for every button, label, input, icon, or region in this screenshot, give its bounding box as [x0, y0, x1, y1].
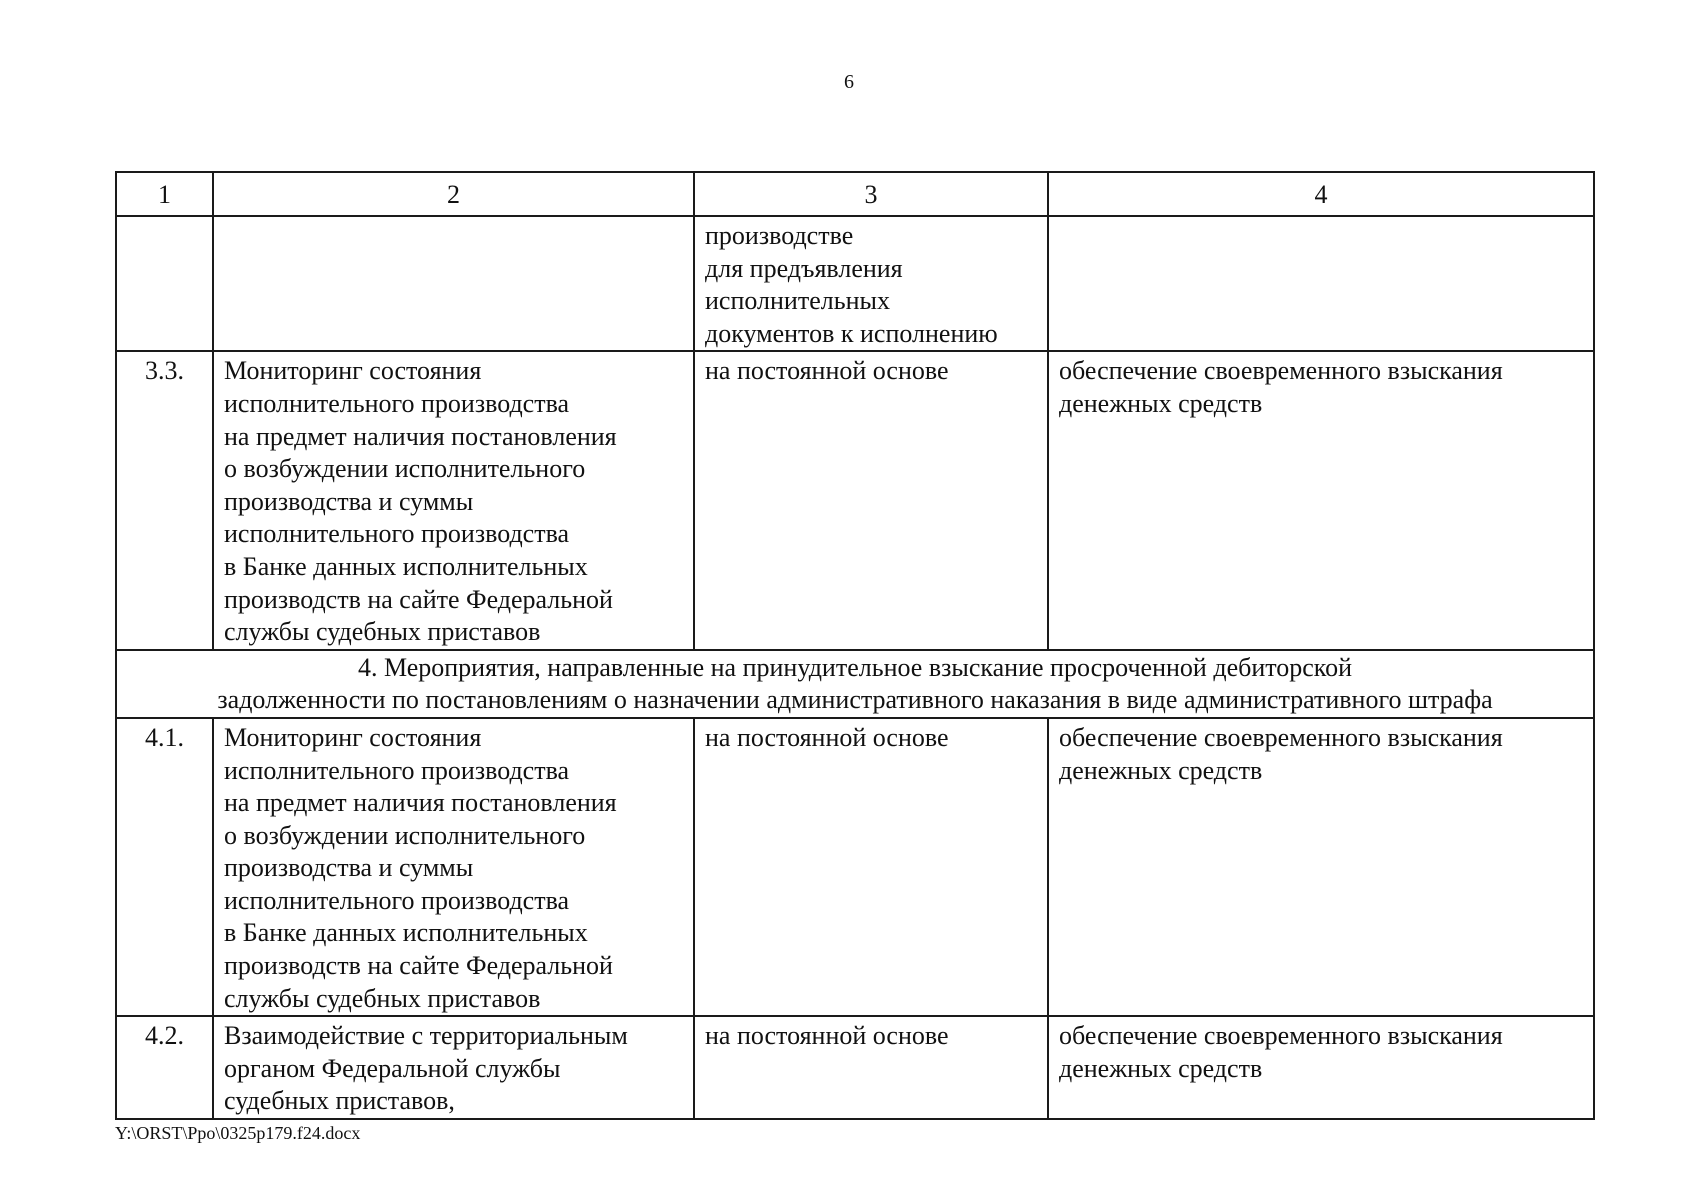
table-header-row	[116, 172, 1594, 216]
result-cell: обеспечение своевременного взыскания денежных средств	[1048, 351, 1594, 649]
table-row-3-3	[116, 351, 1594, 649]
result-cell: обеспечение своевременного взыскания денежных средств	[1048, 718, 1594, 1016]
column-header-3: 3	[694, 172, 1048, 216]
term-cell: на постоянной основе	[694, 718, 1048, 1016]
column-header-1: 1	[116, 172, 213, 216]
row-number: 4.1.	[116, 718, 213, 1016]
row-number: 3.3.	[116, 351, 213, 649]
section-4-title: 4. Мероприятия, направленные на принудительное взыскание просроченной дебиторской задолженности по постановлениям о назначении административного наказания в виде административного штрафа	[116, 650, 1594, 718]
column-header-2: 2	[213, 172, 694, 216]
activity-cell: Мониторинг состояния исполнительного производства на предмет наличия постановления о возбуждении исполнительного производства и суммы исполнительного производства в Банке данных исполнительных производств на сайте Федеральной службы судебных приставов	[213, 718, 694, 1016]
activity-cell	[213, 216, 694, 351]
term-cell: производстве для предъявления исполнительных документов к исполнению	[694, 216, 1048, 351]
activity-cell: Взаимодействие с территориальным органом Федеральной службы судебных приставов,	[213, 1016, 694, 1119]
section-4-row	[116, 650, 1594, 718]
footer-file-path: Y:\ORST\Ppo\0325p179.f24.docx	[115, 1123, 361, 1143]
term-cell: на постоянной основе	[694, 351, 1048, 649]
activities-table	[115, 171, 1595, 1120]
result-cell	[1048, 216, 1594, 351]
table-row-continuation	[116, 216, 1594, 351]
table-row-4-2	[116, 1016, 1594, 1119]
row-number	[116, 216, 213, 351]
table-row-4-1	[116, 718, 1594, 1016]
activity-cell: Мониторинг состояния исполнительного производства на предмет наличия постановления о возбуждении исполнительного производства и суммы исполнительного производства в Банке данных исполнительных производств на сайте Федеральной службы судебных приставов	[213, 351, 694, 649]
page-number: 6	[844, 71, 854, 93]
term-cell: на постоянной основе	[694, 1016, 1048, 1119]
result-cell: обеспечение своевременного взыскания денежных средств	[1048, 1016, 1594, 1119]
column-header-4: 4	[1048, 172, 1594, 216]
row-number: 4.2.	[116, 1016, 213, 1119]
